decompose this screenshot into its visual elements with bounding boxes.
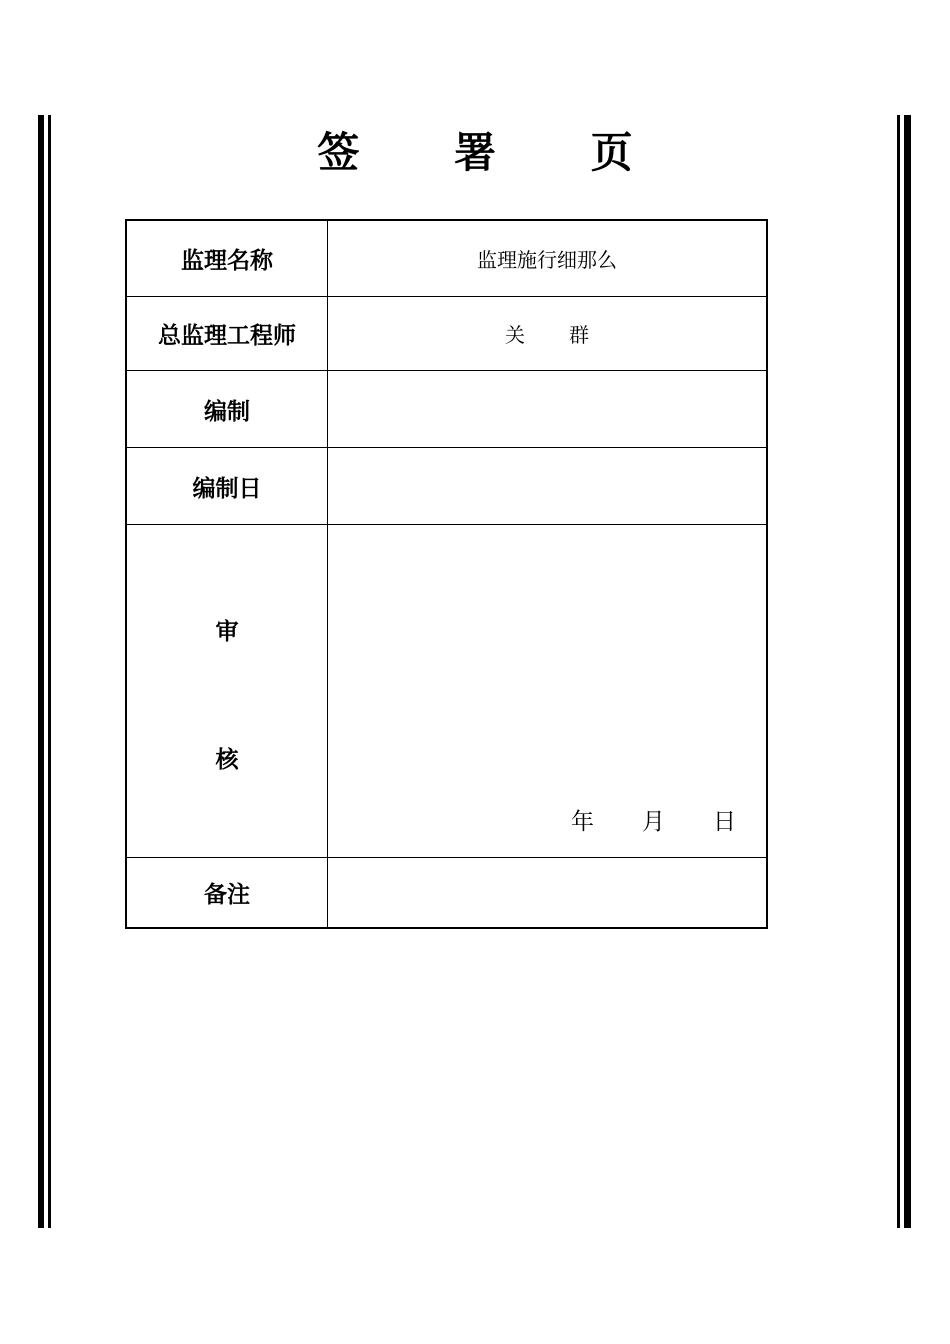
table-row-prepared-by <box>126 371 767 448</box>
remarks-value <box>328 858 768 929</box>
signature-table <box>125 219 768 929</box>
chief-engineer-given-name: 群 <box>569 323 589 347</box>
chief-engineer-label: 总监理工程师 <box>126 297 328 371</box>
chief-engineer-surname: 关 <box>505 323 525 347</box>
table-row-review <box>126 525 767 858</box>
prepared-date-value <box>328 448 768 525</box>
remarks-label: 备注 <box>126 858 328 929</box>
review-label-cell <box>126 525 328 858</box>
table-row-remarks <box>126 858 767 929</box>
prepared-date-label: 编制日 <box>126 448 328 525</box>
review-day: 日 <box>713 809 736 835</box>
project-name-label: 监理名称 <box>126 220 328 297</box>
right-border-thick <box>904 115 911 1228</box>
review-label-top: 审 <box>215 619 239 645</box>
prepared-by-value <box>328 371 768 448</box>
review-label-bottom: 核 <box>215 747 239 773</box>
review-value-cell <box>328 525 768 858</box>
chief-engineer-value <box>328 297 768 371</box>
right-border-thin <box>897 115 900 1228</box>
review-month: 月 <box>642 809 665 835</box>
table-row-prepared-date <box>126 448 767 525</box>
review-year: 年 <box>571 809 594 835</box>
prepared-by-label: 编制 <box>126 371 328 448</box>
left-border-thin <box>48 115 51 1228</box>
table-row-chief-engineer <box>126 297 767 371</box>
left-border-thick <box>38 115 44 1228</box>
project-name-value: 监理施行细那么 <box>328 220 768 297</box>
page-title: 签 署 页 <box>317 128 673 177</box>
review-date-line <box>571 803 736 836</box>
table-row-project-name <box>126 220 767 297</box>
